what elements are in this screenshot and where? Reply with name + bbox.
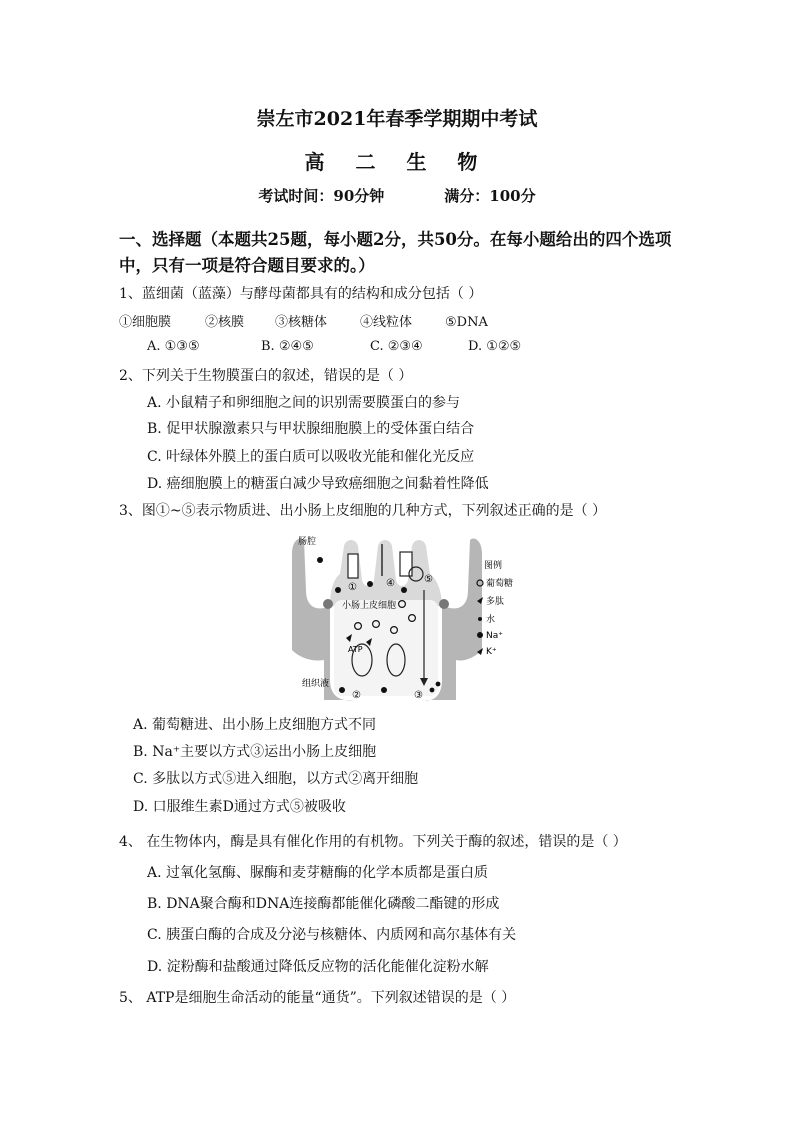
q5-stem: 5、 ATP是细胞生命活动的能量“通货”。下列叙述错误的是（ ） <box>119 990 516 1006</box>
molecule-na <box>335 587 341 593</box>
q4-option-a: A. 过氧化氢酶、脲酶和麦芽糖酶的化学本质都是蛋白质 <box>147 865 489 881</box>
legend-na-icon <box>477 632 483 638</box>
legend-k: K⁺ <box>486 647 497 657</box>
junction-left <box>323 599 333 609</box>
cell-apical-region <box>330 540 442 606</box>
molecule-na <box>401 587 407 593</box>
q1-stem: 1、蓝细菌（蓝藻）与酵母菌都具有的结构和成分包括（ ） <box>119 286 483 302</box>
exam-info <box>0 185 794 206</box>
q4-option-d: D. 淀粉酶和盐酸通过降低反应物的活化能催化淀粉水解 <box>147 959 489 975</box>
q3-option-d: D. 口服维生素D通过方式⑤被吸收 <box>133 799 346 815</box>
q4-option-c: C. 胰蛋白酶的合成及分泌与核糖体、内质网和高尔基体有关 <box>147 927 517 943</box>
q1-option-c: C. ②③④ <box>370 339 423 354</box>
q1-option-d: D. ①②⑤ <box>468 339 522 354</box>
section-heading-line-1: 一、选择题（本题共25题，每小题2分，共50分。在每小题给出的四个选项 <box>119 230 672 249</box>
molecule-na <box>381 687 387 693</box>
mark-2: ② <box>352 690 361 701</box>
label-fluid: 组织液 <box>302 679 330 689</box>
q3-option-b: B. Na⁺主要以方式③运出小肠上皮细胞 <box>133 744 377 760</box>
molecule-na <box>317 557 323 563</box>
label-cell: 小肠上皮细胞 <box>342 601 397 611</box>
molecule-water <box>436 682 441 687</box>
molecule-na <box>367 581 373 587</box>
q2-option-b: B. 促甲状腺激素只与甲状腺细胞膜上的受体蛋白结合 <box>147 421 475 437</box>
label-atp: ATP <box>348 645 363 654</box>
mark-3: ③ <box>414 690 423 701</box>
legend-peptide: 多肽 <box>486 597 505 607</box>
q1-item: ①细胞膜 <box>119 315 172 330</box>
legend-title: 图例 <box>484 561 503 571</box>
q1-item: ③核糖体 <box>275 315 328 330</box>
q3-option-a: A. 葡萄糖进、出小肠上皮细胞方式不同 <box>133 717 377 733</box>
q1-item: ④线粒体 <box>360 315 413 330</box>
channel-1 <box>348 554 358 578</box>
legend-water-icon <box>478 617 482 621</box>
exam-title: 崇左市2021年春季学期期中考试 <box>256 108 538 130</box>
q1-items <box>119 311 488 330</box>
transport-diagram <box>284 530 516 706</box>
channel-4 <box>400 552 412 576</box>
exam-time: 考试时间：90分钟 <box>258 187 385 205</box>
mark-1: ① <box>348 582 357 593</box>
junction-right <box>439 599 449 609</box>
molecule-water <box>430 688 435 693</box>
exam-score: 满分：100分 <box>444 187 536 205</box>
label-lumen: 肠腔 <box>298 537 317 547</box>
q4-option-b: B. DNA聚合酶和DNA连接酶都能催化磷酸二酯键的形成 <box>147 896 500 912</box>
legend-water: 水 <box>486 615 496 625</box>
section-heading-line-2: 中，只有一项是符合题目要求的。） <box>119 256 375 275</box>
legend-na: Na⁺ <box>486 631 503 641</box>
section-heading <box>119 227 679 279</box>
q2-option-a: A. 小鼠精子和卵细胞之间的识别需要膜蛋白的参与 <box>147 395 461 411</box>
q2-option-d: D. 癌细胞膜上的糖蛋白减少导致癌细胞之间黏着性降低 <box>147 476 489 492</box>
mark-4: ④ <box>386 578 395 589</box>
q2-stem: 2、下列关于生物膜蛋白的叙述，错误的是（ ） <box>119 368 413 384</box>
q1-item: ⑤DNA <box>445 315 488 330</box>
q1-options <box>147 339 521 354</box>
mark-5: ⑤ <box>424 574 433 585</box>
q3-stem: 3、图①~⑤表示物质进、出小肠上皮细胞的几种方式，下列叙述正确的是（ ） <box>119 503 607 519</box>
legend-glucose: 葡萄糖 <box>486 579 514 589</box>
q2-option-c: C. 叶绿体外膜上的蛋白质可以吸收光能和催化光反应 <box>147 449 475 465</box>
q1-option-b: B. ②④⑤ <box>261 339 314 354</box>
subject-title: 高 二 生 物 <box>304 150 490 174</box>
molecule-na <box>339 687 345 693</box>
q4-stem: 4、 在生物体内，酶是具有催化作用的有机物。下列关于酶的叙述，错误的是（ ） <box>119 834 627 850</box>
q3-option-c: C. 多肽以方式⑤进入细胞，以方式②离开细胞 <box>133 771 419 787</box>
q1-option-a: A. ①③⑤ <box>147 339 200 354</box>
q1-item: ②核膜 <box>205 315 245 330</box>
